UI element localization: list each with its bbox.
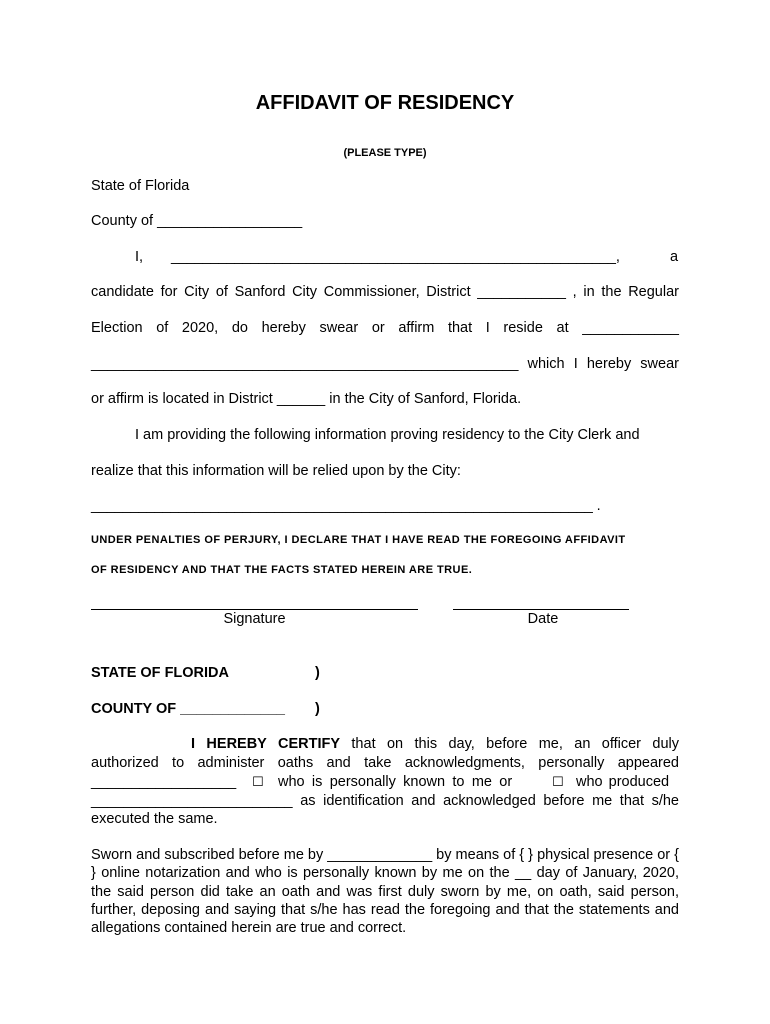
county-line: County of __________________ <box>91 213 303 229</box>
providing-line: I am providing the following information proving residency to the City Clerk and <box>135 427 640 443</box>
realize-line: realize that this information will be relied upon by the City: <box>91 463 461 479</box>
address-line: _____________________________________________________ which I hereby swear <box>91 356 679 372</box>
certify-line1 <box>191 736 679 752</box>
notary-county-label: COUNTY OF _____________ <box>91 701 285 717</box>
penalty-statement-line1: UNDER PENALTIES OF PERJURY, I DECLARE THAT I HAVE READ THE FOREGOING AFFIDAVIT <box>91 534 626 546</box>
info-blank: _______________________________________________________________ . <box>91 498 601 514</box>
signature-label: Signature <box>223 611 286 627</box>
district-line: or affirm is located in District ______ in the City of Sanford, Florida. <box>91 391 522 407</box>
document-title: AFFIDAVIT OF RESIDENCY <box>255 92 515 114</box>
affiant-label: I, <box>135 249 144 265</box>
affiant-article: a <box>670 249 679 265</box>
certify-line1-text: that on this day, before me, an officer duly <box>340 736 679 752</box>
notary-state-paren: ) <box>315 665 320 681</box>
certify-heading: I HEREBY CERTIFY <box>191 736 341 752</box>
notary-state-label: STATE OF FLORIDA <box>91 665 230 681</box>
personally-appeared-blank: __________________ <box>91 774 237 790</box>
penalty-statement-line2: OF RESIDENCY AND THAT THE FACTS STATED HEREIN ARE TRUE. <box>91 564 473 576</box>
date-line <box>453 609 629 610</box>
notary-county-paren: ) <box>315 701 320 717</box>
personally-known-checkbox[interactable]: ☐ <box>252 774 264 789</box>
produced-id-text: who produced <box>576 774 670 790</box>
personally-known-text: who is personally known to me or <box>278 774 513 790</box>
candidate-line: candidate for City of Sanford City Commissioner, District ___________ , in the Regular <box>91 284 679 300</box>
signature-line <box>91 609 418 610</box>
sworn-subscribed-paragraph: Sworn and subscribed before me by _____________ by means of { } physical presence or { } online notarization and who is personally known by me on the __ day of January, 2020, the said person did take an oath and was first duly sworn by me, on oath, said person, further, deposing and saying that s/he has read the foregoing and that the statements and allegations contained herein are true and correct. <box>91 847 679 937</box>
produced-id-checkbox[interactable]: ☐ <box>552 774 564 789</box>
certify-line4: _________________________ as identification and acknowledged before me that s/he <box>91 793 679 809</box>
affiant-name-blank: ________________________________________________________, <box>171 249 620 265</box>
date-label: Date <box>527 611 559 627</box>
election-line: Election of 2020, do hereby swear or affirm that I reside at ____________ <box>91 320 679 336</box>
certify-line5: executed the same. <box>91 811 218 827</box>
state-line: State of Florida <box>91 178 190 194</box>
document-subtitle: (PLEASE TYPE) <box>343 147 427 159</box>
certify-line2: authorized to administer oaths and take acknowledgments, personally appeared <box>91 755 679 771</box>
